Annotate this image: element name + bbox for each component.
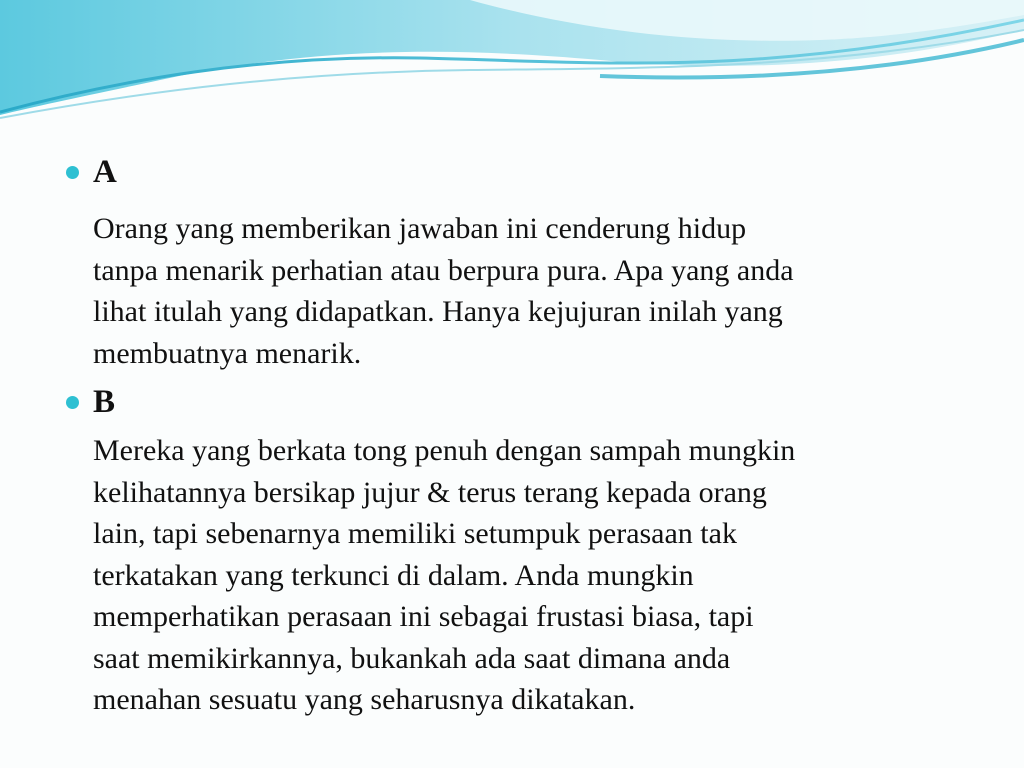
text-line: terkatakan yang terkunci di dalam. Anda mungkin bbox=[93, 558, 694, 592]
bullet-dot-icon bbox=[66, 166, 79, 179]
bullet-paragraph bbox=[93, 208, 980, 374]
text-line: memperhatikan perasaan ini sebagai frustasi biasa, tapi bbox=[93, 600, 754, 633]
bullet-item-a bbox=[60, 150, 980, 374]
text-line: lain, tapi sebenarnya memiliki setumpuk perasaan tak bbox=[93, 517, 737, 550]
header-wave-decoration bbox=[0, 0, 1024, 130]
bullet-heading: A bbox=[93, 154, 117, 190]
text-line: membuatnya menarik. bbox=[93, 336, 362, 370]
slide-body bbox=[60, 150, 980, 721]
text-line: menahan sesuatu yang seharusnya dikatakan. bbox=[93, 683, 636, 716]
bullet-dot-icon bbox=[66, 396, 79, 409]
bullet-heading: B bbox=[93, 384, 116, 420]
bullet-paragraph bbox=[93, 430, 980, 721]
text-line: Mereka yang berkata tong penuh dengan sampah mungkin bbox=[93, 434, 796, 467]
text-line: saat memikirkannya, bukankah ada saat dimana anda bbox=[93, 641, 731, 675]
bullet-item-b bbox=[60, 380, 980, 721]
text-line: Orang yang memberikan jawaban ini cenderung hidup bbox=[93, 212, 747, 245]
text-line: kelihatannya bersikap jujur & terus terang kepada orang bbox=[93, 475, 767, 509]
text-line: tanpa menarik perhatian atau berpura pura. Apa yang anda bbox=[93, 253, 794, 287]
text-line: lihat itulah yang didapatkan. Hanya kejujuran inilah yang bbox=[93, 295, 783, 328]
